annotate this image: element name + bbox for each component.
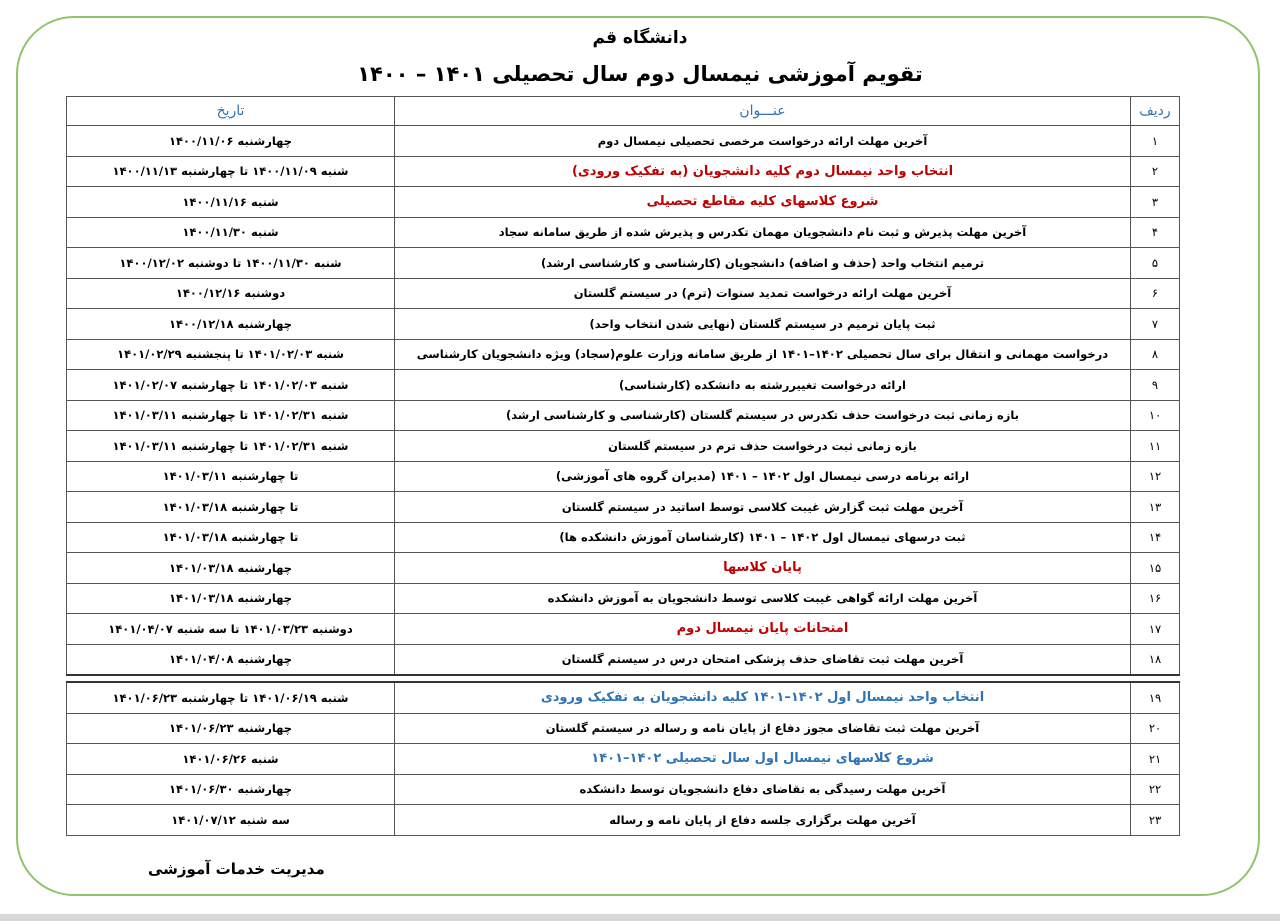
table-row bbox=[67, 774, 1180, 805]
row-date: چهارشنبه ۱۴۰۱/۰۶/۳۰ bbox=[67, 774, 395, 805]
row-date: چهارشنبه ۱۴۰۰/۱۲/۱۸ bbox=[67, 309, 395, 340]
row-date: دوشنبه ۱۴۰۱/۰۳/۲۳ تا سه شنبه ۱۴۰۱/۰۴/۰۷ bbox=[67, 614, 395, 645]
header-title: عنـــوان bbox=[395, 97, 1131, 126]
row-number: ۷ bbox=[1131, 309, 1180, 340]
university-name: دانشگاه قم bbox=[592, 28, 688, 48]
table-row bbox=[67, 744, 1180, 775]
footer-signature: مدیریت خدمات آموزشی bbox=[148, 860, 325, 878]
row-date: چهارشنبه ۱۴۰۱/۰۶/۲۳ bbox=[67, 713, 395, 744]
section-separator bbox=[67, 675, 1180, 682]
row-number: ۶ bbox=[1131, 278, 1180, 309]
header-row-number: ردیف bbox=[1131, 97, 1180, 126]
table-row bbox=[67, 431, 1180, 462]
row-number: ۱ bbox=[1131, 126, 1180, 157]
table-row bbox=[67, 339, 1180, 370]
row-number: ۹ bbox=[1131, 370, 1180, 401]
row-number: ۴ bbox=[1131, 217, 1180, 248]
row-date: شنبه ۱۴۰۰/۱۱/۱۶ bbox=[67, 187, 395, 218]
row-date: تا چهارشنبه ۱۴۰۱/۰۳/۱۱ bbox=[67, 461, 395, 492]
table-row bbox=[67, 156, 1180, 187]
row-number: ۱۴ bbox=[1131, 522, 1180, 553]
row-title: ثبت درسهای نیمسال اول ۱۴۰۲ – ۱۴۰۱ (کارشناسان آموزش دانشکده ها) bbox=[395, 522, 1131, 553]
row-date: شنبه ۱۴۰۱/۰۶/۱۹ تا چهارشنبه ۱۴۰۱/۰۶/۲۳ bbox=[67, 682, 395, 713]
row-number: ۲۳ bbox=[1131, 805, 1180, 836]
row-title: آخرین مهلت ثبت تقاضای مجوز دفاع از پایان نامه و رساله در سیستم گلستان bbox=[395, 713, 1131, 744]
calendar-title: تقویم آموزشی نیمسال دوم سال تحصیلی ۱۴۰۱ – ۱۴۰۰ bbox=[357, 62, 923, 86]
row-number: ۱۹ bbox=[1131, 682, 1180, 713]
row-title: آخرین مهلت رسیدگی به تقاضای دفاع دانشجویان توسط دانشکده bbox=[395, 774, 1131, 805]
row-number: ۱۳ bbox=[1131, 492, 1180, 523]
table-row bbox=[67, 217, 1180, 248]
table-row bbox=[67, 278, 1180, 309]
row-date: تا چهارشنبه ۱۴۰۱/۰۳/۱۸ bbox=[67, 522, 395, 553]
row-title: آخرین مهلت ارائه درخواست تمدید سنوات (ترم) در سیستم گلستان bbox=[395, 278, 1131, 309]
row-date: شنبه ۱۴۰۱/۰۲/۳۱ تا چهارشنبه ۱۴۰۱/۰۳/۱۱ bbox=[67, 431, 395, 462]
row-number: ۸ bbox=[1131, 339, 1180, 370]
row-title: شروع کلاسهای کلیه مقاطع تحصیلی bbox=[395, 187, 1131, 218]
row-title: پایان کلاسها bbox=[395, 553, 1131, 584]
separator-cell bbox=[67, 675, 1180, 682]
row-title: آخرین مهلت ارائه گواهی غیبت کلاسی توسط دانشجویان به آموزش دانشکده bbox=[395, 583, 1131, 614]
row-date: دوشنبه ۱۴۰۰/۱۲/۱۶ bbox=[67, 278, 395, 309]
row-date: شنبه ۱۴۰۰/۱۱/۳۰ bbox=[67, 217, 395, 248]
table-row bbox=[67, 309, 1180, 340]
table-row bbox=[67, 644, 1180, 675]
table-row bbox=[67, 400, 1180, 431]
calendar-body bbox=[67, 126, 1180, 836]
row-title: امتحانات پایان نیمسال دوم bbox=[395, 614, 1131, 645]
row-title: شروع کلاسهای نیمسال اول سال تحصیلی ۱۴۰۲–۱۴۰۱ bbox=[395, 744, 1131, 775]
row-title: انتخاب واحد نیمسال اول ۱۴۰۲–۱۴۰۱ کلیه دانشجویان به تفکیک ورودی bbox=[395, 682, 1131, 713]
row-number: ۲۲ bbox=[1131, 774, 1180, 805]
row-date: چهارشنبه ۱۴۰۱/۰۴/۰۸ bbox=[67, 644, 395, 675]
row-title: آخرین مهلت برگزاری جلسه دفاع از پایان نامه و رساله bbox=[395, 805, 1131, 836]
row-date: چهارشنبه ۱۴۰۰/۱۱/۰۶ bbox=[67, 126, 395, 157]
row-title: بازه زمانی ثبت درخواست حذف ترم در سیستم گلستان bbox=[395, 431, 1131, 462]
header-date: تاریخ bbox=[67, 97, 395, 126]
row-number: ۱۶ bbox=[1131, 583, 1180, 614]
row-title: آخرین مهلت ثبت گزارش غیبت کلاسی توسط اساتید در سیستم گلستان bbox=[395, 492, 1131, 523]
row-title: آخرین مهلت پذیرش و ثبت نام دانشجویان مهمان تکدرس و پذیرش شده از طریق سامانه سجاد bbox=[395, 217, 1131, 248]
row-number: ۱۵ bbox=[1131, 553, 1180, 584]
row-title: آخرین مهلت ارائه درخواست مرخصی تحصیلی نیمسال دوم bbox=[395, 126, 1131, 157]
table-row bbox=[67, 713, 1180, 744]
row-date: شنبه ۱۴۰۰/۱۱/۰۹ تا چهارشنبه ۱۴۰۰/۱۱/۱۳ bbox=[67, 156, 395, 187]
table-row bbox=[67, 248, 1180, 279]
table-row bbox=[67, 682, 1180, 713]
table-header-row bbox=[67, 97, 1180, 126]
table-row bbox=[67, 126, 1180, 157]
row-date: چهارشنبه ۱۴۰۱/۰۳/۱۸ bbox=[67, 553, 395, 584]
row-number: ۵ bbox=[1131, 248, 1180, 279]
row-date: شنبه ۱۴۰۱/۰۲/۰۳ تا پنجشنبه ۱۴۰۱/۰۲/۲۹ bbox=[67, 339, 395, 370]
row-title: بازه زمانی ثبت درخواست حذف تکدرس در سیستم گلستان (کارشناسی و کارشناسی ارشد) bbox=[395, 400, 1131, 431]
row-title: ثبت پایان ترمیم در سیستم گلستان (نهایی شدن انتخاب واحد) bbox=[395, 309, 1131, 340]
row-title: درخواست مهمانی و انتقال برای سال تحصیلی ۱۴۰۲–۱۴۰۱ از طریق سامانه وزارت علوم(سجاد) ویژه دانشجویان کارشناسی bbox=[395, 339, 1131, 370]
row-number: ۲۱ bbox=[1131, 744, 1180, 775]
row-date: شنبه ۱۴۰۱/۰۲/۰۳ تا چهارشنبه ۱۴۰۱/۰۲/۰۷ bbox=[67, 370, 395, 401]
row-number: ۱۲ bbox=[1131, 461, 1180, 492]
table-row bbox=[67, 370, 1180, 401]
row-title: ارائه درخواست تغییررشته به دانشکده (کارشناسی) bbox=[395, 370, 1131, 401]
row-title: آخرین مهلت ثبت تقاضای حذف پزشکی امتحان درس در سیستم گلستان bbox=[395, 644, 1131, 675]
table-row bbox=[67, 461, 1180, 492]
table-row bbox=[67, 187, 1180, 218]
row-date: شنبه ۱۴۰۱/۰۶/۲۶ bbox=[67, 744, 395, 775]
row-number: ۱۷ bbox=[1131, 614, 1180, 645]
row-title: ترمیم انتخاب واحد (حذف و اضافه) دانشجویان (کارشناسی و کارشناسی ارشد) bbox=[395, 248, 1131, 279]
row-date: شنبه ۱۴۰۱/۰۲/۳۱ تا چهارشنبه ۱۴۰۱/۰۳/۱۱ bbox=[67, 400, 395, 431]
table-row bbox=[67, 522, 1180, 553]
table-row bbox=[67, 553, 1180, 584]
table-row bbox=[67, 583, 1180, 614]
row-date: سه شنبه ۱۴۰۱/۰۷/۱۲ bbox=[67, 805, 395, 836]
row-title: انتخاب واحد نیمسال دوم کلیه دانشجویان (به تفکیک ورودی) bbox=[395, 156, 1131, 187]
table-row bbox=[67, 614, 1180, 645]
row-number: ۲۰ bbox=[1131, 713, 1180, 744]
row-number: ۱۸ bbox=[1131, 644, 1180, 675]
row-title: ارائه برنامه درسی نیمسال اول ۱۴۰۲ – ۱۴۰۱ (مدیران گروه های آموزشی) bbox=[395, 461, 1131, 492]
row-number: ۱۰ bbox=[1131, 400, 1180, 431]
bottom-bar bbox=[0, 914, 1280, 921]
row-number: ۳ bbox=[1131, 187, 1180, 218]
row-number: ۱۱ bbox=[1131, 431, 1180, 462]
row-date: شنبه ۱۴۰۰/۱۱/۳۰ تا دوشنبه ۱۴۰۰/۱۲/۰۲ bbox=[67, 248, 395, 279]
row-date: چهارشنبه ۱۴۰۱/۰۳/۱۸ bbox=[67, 583, 395, 614]
table-row bbox=[67, 805, 1180, 836]
row-date: تا چهارشنبه ۱۴۰۱/۰۳/۱۸ bbox=[67, 492, 395, 523]
row-number: ۲ bbox=[1131, 156, 1180, 187]
table-row bbox=[67, 492, 1180, 523]
calendar-table bbox=[66, 96, 1180, 836]
